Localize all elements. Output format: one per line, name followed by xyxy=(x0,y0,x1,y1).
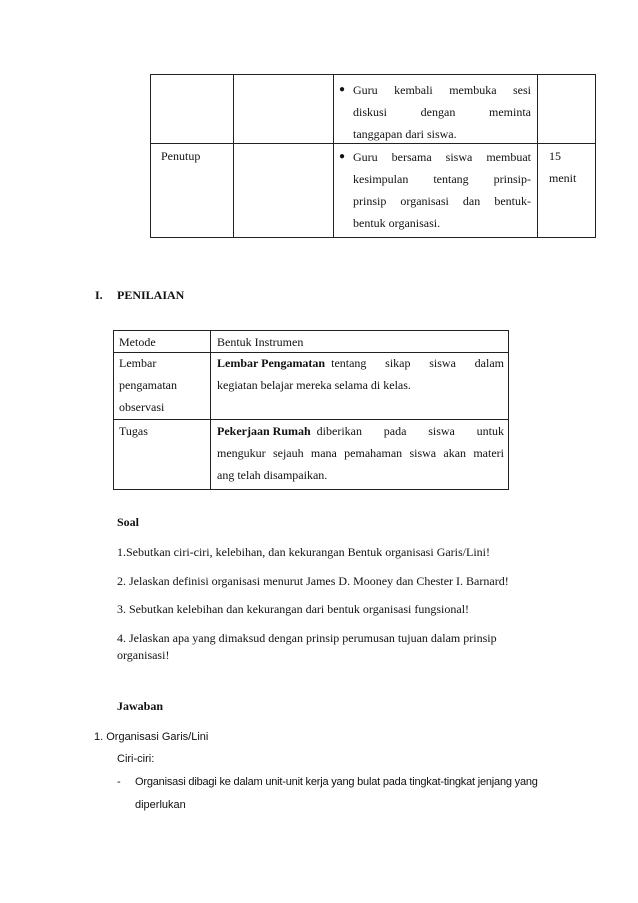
bullet-line: diskusi dengan meminta xyxy=(353,105,531,119)
header-instrumen: Bentuk Instrumen xyxy=(217,335,304,349)
soal-title: Soal xyxy=(117,515,140,529)
section-heading: PENILAIAN xyxy=(117,288,185,302)
bullet-line: tanggapan dari siswa. xyxy=(353,127,457,141)
bullet-icon: ● xyxy=(339,151,346,162)
soal-item: organisasi! xyxy=(117,648,170,662)
instrumen-line xyxy=(217,420,504,442)
bullet-line: prinsip organisasi dan bentuk- xyxy=(353,194,531,208)
instrumen-line: ang telah disampaikan. xyxy=(217,468,328,482)
bullet-line: bentuk organisasi. xyxy=(353,216,441,230)
metode-line: pengamatan xyxy=(119,378,177,392)
bullet-line: Guru kembali membuka sesi xyxy=(353,83,531,97)
table-divider xyxy=(333,75,334,237)
instrumen-line: mengukur sejauh mana pemahaman siswa akan materi xyxy=(217,446,504,460)
soal-item: 2. Jelaskan definisi organisasi menurut James D. Mooney dan Chester I. Barnard! xyxy=(117,574,509,588)
instrumen-rest: tentang sikap siswa dalam xyxy=(331,356,504,370)
bullet-line: Guru bersama siswa membuat xyxy=(353,150,531,164)
jawaban-item: 1. Organisasi Garis/Lini xyxy=(94,731,209,743)
instrumen-line: kegiatan belajar mereka selama di kelas. xyxy=(217,378,411,392)
metode-cell xyxy=(119,352,177,418)
metode-line: Tugas xyxy=(119,424,148,438)
jawaban-title: Jawaban xyxy=(117,699,164,713)
instrumen-cell xyxy=(217,420,504,486)
activity-bullet xyxy=(339,146,531,234)
table-divider xyxy=(537,75,538,237)
time-value: 15 xyxy=(549,149,561,163)
section-number: I. xyxy=(95,288,103,302)
ciri-label: Ciri-ciri: xyxy=(117,753,155,765)
bullet-line: kesimpulan tentang prinsip- xyxy=(353,172,531,186)
assessment-table xyxy=(113,330,509,490)
metode-cell xyxy=(119,420,148,442)
bullet-icon: ● xyxy=(339,84,346,95)
soal-item: 1.Sebutkan ciri-ciri, kelebihan, dan kekurangan Bentuk organisasi Garis/Lini! xyxy=(117,545,491,559)
ciri-point: Organisasi dibagi ke dalam unit-unit kerja yang bulat pada tingkat-tingkat jenjang yang xyxy=(135,776,538,788)
metode-line: observasi xyxy=(119,400,165,414)
table-divider xyxy=(210,331,211,489)
instrumen-rest: diberikan pada siswa untuk xyxy=(316,424,504,438)
activity-table xyxy=(150,74,596,238)
header-metode: Metode xyxy=(119,335,156,349)
time-unit: menit xyxy=(549,171,577,185)
instrumen-cell xyxy=(217,352,504,396)
soal-item: 3. Sebutkan kelebihan dan kekurangan dari bentuk organisasi fungsional! xyxy=(117,602,470,616)
metode-line: Lembar xyxy=(119,356,157,370)
soal-item: 4. Jelaskan apa yang dimaksud dengan prinsip perumusan tujuan dalam prinsip xyxy=(117,631,497,645)
instrumen-line xyxy=(217,352,504,374)
table-divider xyxy=(233,75,234,237)
instrumen-bold: Lembar Pengamatan xyxy=(217,356,326,370)
ciri-point: diperlukan xyxy=(135,799,186,811)
instrumen-bold: Pekerjaan Rumah xyxy=(217,424,311,438)
stage-label: Penutup xyxy=(161,149,201,163)
dash-marker: - xyxy=(117,776,121,788)
activity-bullet xyxy=(339,79,531,145)
